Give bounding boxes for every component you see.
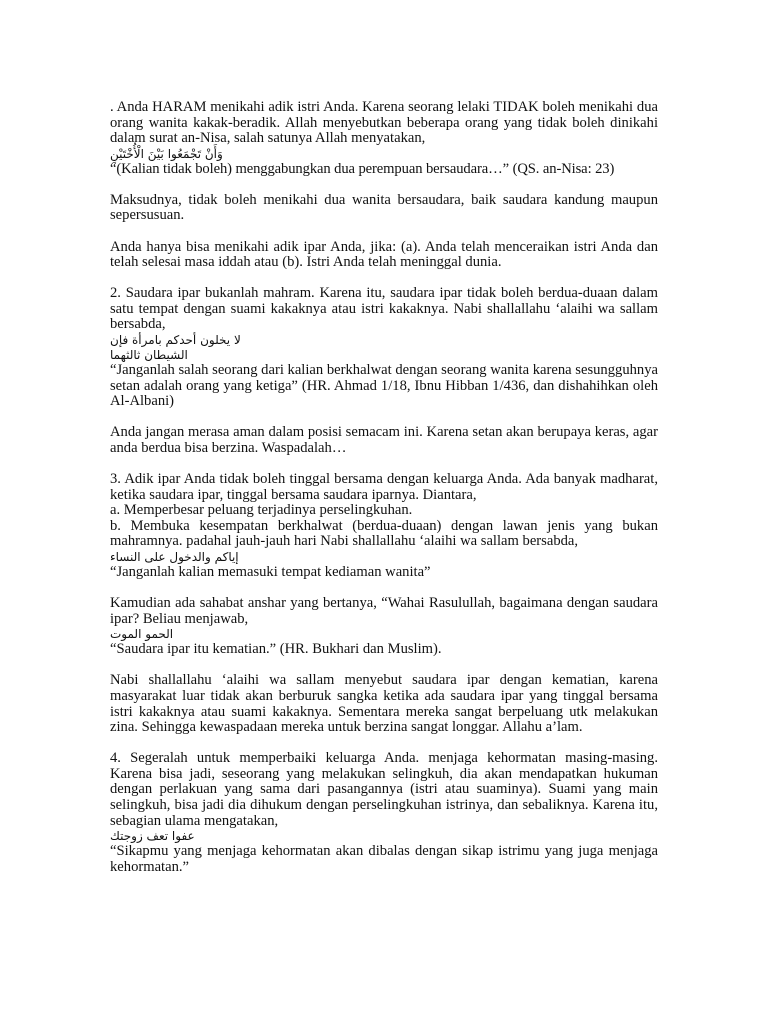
- paragraph-maksudnya: Maksudnya, tidak boleh menikahi dua wanita bersaudara, baik saudara kandung maupun sepersusuan.: [110, 191, 658, 224]
- list-item-a: a. Memperbesar peluang terjadinya perselingkuhan.: [110, 502, 413, 519]
- paragraph-sahabat-anshar-bertanya: Kamudian ada sahabat anshar yang bertanya, “Wahai Rasulullah, bagaimana dengan saudara ipar? Beliau menjawab,: [110, 595, 658, 627]
- document-page: [110, 100, 658, 875]
- quote-an-nisa-translation: “(Kalian tidak boleh) menggabungkan dua perempuan bersaudara…” (QS. an-Nisa: 23): [110, 160, 615, 177]
- arabic-hadith-khalwat: لا يخلون أحدكم بامرأة فإن الشيطان ثالثهما: [110, 333, 241, 363]
- arabic-verse-an-nisa: وَأَنْ تَجْمَعُوا بَيْنَ الْأُخْتَيْنِ: [110, 146, 223, 161]
- quote-hadith-khalwat-translation: “Janganlah salah seorang dari kalian berkhalwat dengan seorang wanita karena sesungguhnya setan adalah orang yang ketiga” (HR. Ahmad 1/18, Ibnu Hibban 1/436, dan dishahihkan oleh Al-Albani): [110, 362, 658, 410]
- list-item-b: b. Membuka kesempatan berkhalwat (berdua-duaan) dengan lawan jenis yang bukan mahramnya. padahal jauh-jauh hari Nabi shallallahu ‘alaihi wa sallam bersabda,: [110, 517, 658, 550]
- quote-hadith-hamwu-translation: “Saudara ipar itu kematian.” (HR. Bukhari dan Muslim).: [110, 641, 442, 658]
- arabic-hadith-dukhul: إياكم والدخول على النساء: [110, 549, 239, 564]
- quote-ulama-saying-translation: “Sikapmu yang menjaga kehormatan akan dibalas dengan sikap istrimu yang juga menjaga kehormatan.”: [110, 843, 658, 875]
- quote-hadith-dukhul-translation: “Janganlah kalian memasuki tempat kediaman wanita”: [110, 563, 431, 580]
- paragraph-memperbaiki-keluarga: 4. Segeralah untuk memperbaiki keluarga Anda. menjaga kehormatan masing-masing. Karena bisa jadi, seseorang yang melakukan selingkuh, dia akan mendapatkan hukuman dengan perlakuan yang sama dari pasangannya (istri atau suaminya). Suami yang main selingkuh, bisa jadi dia dihukum dengan perselingkuhan istrinya, dan sebaliknya. Karena itu, sebagian ulama mengatakan,: [110, 750, 658, 829]
- paragraph-ipar-dengan-kematian: Nabi shallallahu ‘alaihi wa sallam menyebut saudara ipar dengan kematian, karena masyarakat luar tidak akan berburuk sangka ketika ada saudara ipar yang tinggal bersama istri kakaknya atau suami kakaknya. Sementara mereka sangat berpeluang utk melakukan zina. Sehingga kewaspadaan mereka untuk berzina sangat longgar. Allahu a’lam.: [110, 672, 658, 736]
- paragraph-syarat-menikahi-adik-ipar: Anda hanya bisa menikahi adik ipar Anda, jika: (a). Anda telah menceraikan istri Anda dan telah selesai masa iddah atau (b). Istri Anda telah meninggal dunia.: [110, 238, 658, 271]
- paragraph-haram-menikahi-adik-istri: . Anda HARAM menikahi adik istri Anda. Karena seorang lelaki TIDAK boleh menikahi dua orang wanita kakak-beradik. Allah menyebutkan beberapa orang yang tidak boleh dinikahi dalam surat an-Nisa, salah satunya Allah menyatakan,: [110, 99, 658, 147]
- paragraph-saudara-ipar-bukan-mahram: 2. Saudara ipar bukanlah mahram. Karena itu, saudara ipar tidak boleh berdua-duaan dalam satu tempat dengan suami kakaknya atau istri kakaknya. Nabi shallallahu ‘alaihi wa sallam bersabda,: [110, 285, 658, 333]
- paragraph-jangan-merasa-aman: Anda jangan merasa aman dalam posisi semacam ini. Karena setan akan berupaya keras, agar anda berdua bisa berzina. Waspadalah…: [110, 424, 658, 456]
- arabic-hadith-hamwu: الحمو الموت: [110, 627, 174, 642]
- paragraph-tidak-boleh-tinggal-bersama: 3. Adik ipar Anda tidak boleh tinggal bersama dengan keluarga Anda. Ada banyak madharat, ketika saudara ipar, tinggal bersama saudara iparnya. Diantara,: [110, 471, 658, 503]
- arabic-ulama-saying: عفوا تعف زوجتك: [110, 829, 195, 844]
